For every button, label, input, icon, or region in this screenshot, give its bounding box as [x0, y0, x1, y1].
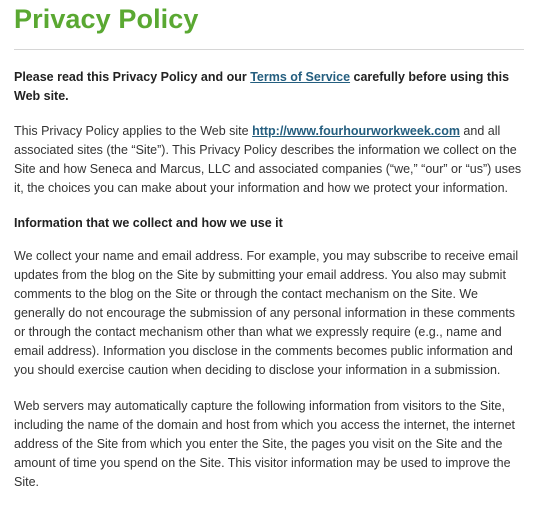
applies-paragraph [14, 122, 528, 198]
intro-paragraph [14, 68, 528, 106]
applies-text-before: This Privacy Policy applies to the Web site [14, 124, 253, 138]
terms-of-service-link[interactable]: Terms of Service [250, 70, 351, 84]
collect-paragraph: We collect your name and email address. For example, you may subscribe to receive email updates from the blog on the Site by submitting your email address. You also may submit comments to the blog on the Site or through the contact mechanism on the Site. We generally do not encourage the submission of any personal information in these comments or through the contact mechanism other than what we expressly require (e.g., name and email address). Information you disclose in the comments becomes public information and you should exercise caution when deciding to disclose your information in a submission. [14, 249, 519, 377]
title-divider [14, 49, 524, 50]
section-heading: Information that we collect and how we use it [14, 216, 283, 230]
intro-text-after: carefully before using this Web site. [14, 70, 510, 103]
web-servers-paragraph: Web servers may automatically capture the following information from visitors to the Site, including the name of the domain and host from which you access the internet, the internet address of the Site from which you enter the Site, the pages you visit on the Site and the amount of time you spend on the Site. This visitor information may be used to improve the Site. [14, 399, 515, 489]
applies-text-after: and all associated sites (the “Site”). This Privacy Policy describes the information we collect on the Site and how Seneca and Marcus, LLC and associated companies (“we,” “our” or “us”) uses it, the choices you can make about your information and how we protect your information. [14, 124, 522, 195]
site-url-link[interactable]: http://www.fourhourworkweek.com [252, 124, 460, 138]
page-title: Privacy Policy [14, 4, 199, 34]
privacy-policy-page [14, 0, 528, 492]
intro-text-before: Please read this Privacy Policy and our [14, 70, 251, 84]
